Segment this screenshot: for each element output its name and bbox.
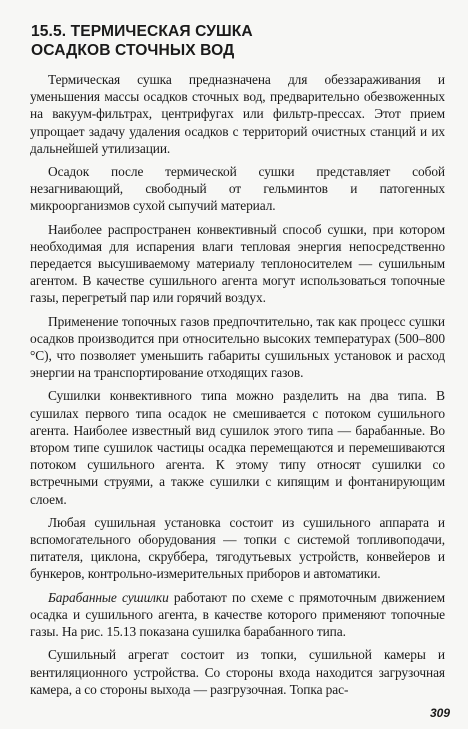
paragraph-text: Термическая сушка предназначена для обеззараживания и уменьшения массы осадков сточных вод, предварительно обезвоженных на вакуум-фильтрах, центрифугах или фильтр-прессах. Этот прием упрощает задачу удаления осадков с территорий очистных станций и их дальнейшей утилизации.	[30, 72, 445, 156]
paragraph-text: Осадок после термической сушки представляет собой незагнивающий, свободный от гельминтов и патогенных микроорганизмов сухой сыпучий материал.	[30, 164, 445, 214]
paragraph-text: Наиболее распространен конвективный способ сушки, при котором необходимая для испарения влаги тепловая энергия непосредственно передается высушиваемому материалу теплоносителем — сушильным агентом. В качестве сушильного агента могут использоваться топочные газы, перегретый пар или горячий воздух.	[30, 221, 445, 306]
paragraph-dryer-types	[30, 387, 445, 507]
section-title-line-1: 15.5. ТЕРМИЧЕСКАЯ СУШКА	[31, 23, 253, 40]
paragraph-thermal-drying-purpose	[30, 71, 445, 157]
paragraph-text: работают по схеме с прямоточным движением осадка и сушильного агента, в качестве которого применяют топочные газы. На рис. 15.13 показана сушилка барабанного типа.	[30, 589, 445, 640]
paragraph-convective-method	[30, 221, 445, 307]
paragraph-flue-gases	[30, 313, 445, 382]
paragraph-dried-sediment	[30, 163, 445, 215]
paragraph-drying-installation	[30, 514, 445, 583]
paragraph-text: Применение топочных газов предпочтительно, так как процесс сушки осадков производится при относительно высоких температурах (500–800 °С), что позволяет уменьшить габариты сушильных установок и расход энергии на транспортирование отходящих газов.	[30, 313, 445, 381]
paragraph-text: Любая сушильная установка состоит из сушильного аппарата и вспомогательного оборудования — топки с системой топливоподачи, питателя, циклона, скруббера, тягодутьевых устройств, конвейеров и бункеров, контрольно-измерительных приборов и автоматики.	[30, 514, 445, 582]
paragraph-text: Сушильный агрегат состоит из топки, сушильной камеры и вентиляционного устройства. Со стороны входа находится загрузочная камера, а со стороны выхода — разгрузочная. Топка рас-	[30, 647, 445, 697]
body-text	[30, 71, 445, 704]
section-title-line-2: ОСАДКОВ СТОЧНЫХ ВОД	[31, 42, 235, 59]
paragraph-drying-unit	[30, 646, 445, 698]
section-title	[31, 22, 431, 60]
paragraph-drum-dryers	[30, 589, 445, 641]
page-number: 309	[429, 706, 450, 720]
drum-dryers-term: Барабанные сушилки	[48, 589, 169, 605]
paragraph-text: Сушилки конвективного типа можно разделить на два типа. В сушилах первого типа осадок не смешивается с потоком сушильного агента. Наиболее известный вид сушилок этого типа — барабанные. Во втором типе сушилок частицы осадка перемещаются и перемешиваются потоком сушильного агента. К этому типу относят сушилки со встречными струями, а также сушилки с кипящим и фонтанирующим слоем.	[30, 388, 445, 507]
